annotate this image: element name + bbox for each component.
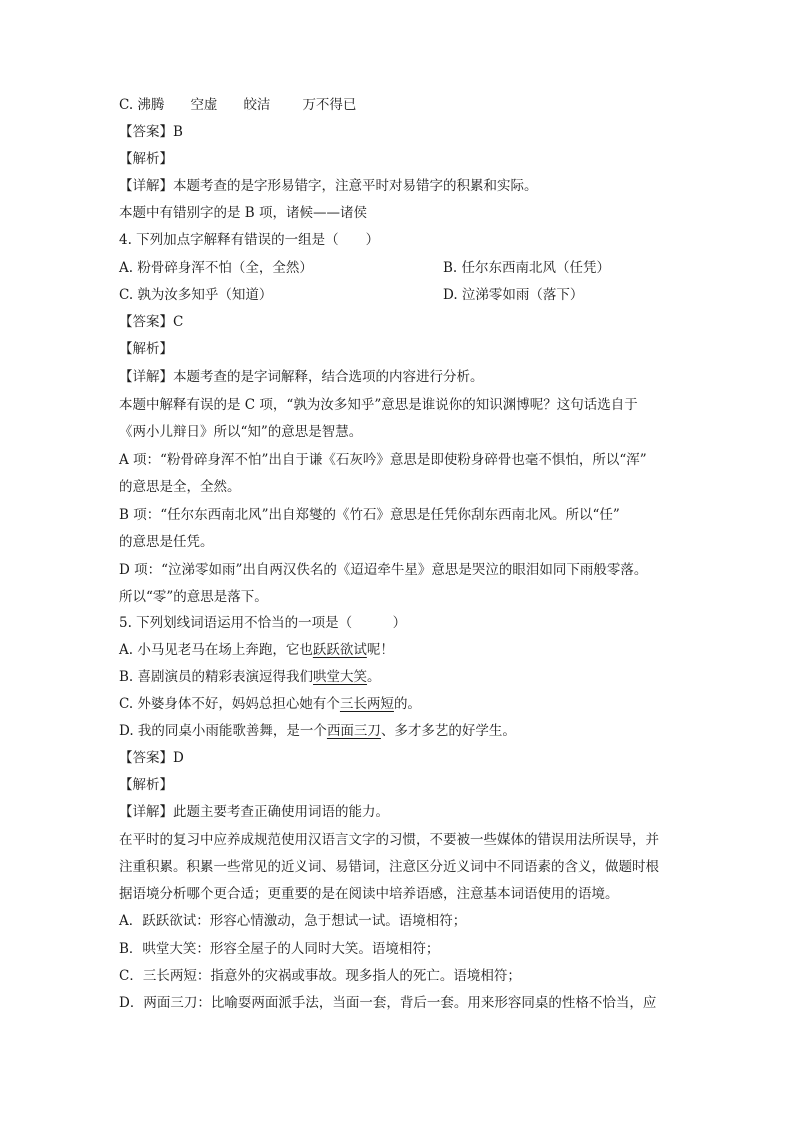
q3-option-c-word4: 万不得已 <box>302 97 357 113</box>
q4-detail: 【详解】本题考查的是字词解释，结合选项的内容进行分析。 <box>119 369 484 385</box>
q3-option-c-label: C. 沸腾 <box>119 97 165 113</box>
q5-option-d <box>119 722 516 740</box>
q5-option-c <box>119 695 421 713</box>
option-text: 、多才多艺的好学生。 <box>380 723 516 739</box>
option-text: B. 喜剧演员的精彩表演逗得我们 <box>119 669 314 685</box>
q5-explanation-c: C．三长两短：指意外的灾祸或事故。现多指人的死亡。语境相符； <box>119 968 521 984</box>
option-text: A. 小马见老马在场上奔跑，它也 <box>119 642 313 658</box>
underlined-phrase: 跃跃欲试 <box>312 642 367 658</box>
q3-explanation: 本题中有错别字的是 B 项，诸候——诸侯 <box>119 205 368 221</box>
q5-explanation-a: A．跃跃欲试：形容心情激动，急于想试一试。语境相符； <box>119 913 467 929</box>
option-text: 呢！ <box>366 642 394 658</box>
q3-detail: 【详解】本题考查的是字形易错字，注意平时对易错字的积累和实际。 <box>119 178 538 194</box>
q4-paragraph: B 项：“任尔东西南北风”出自郑燮的《竹石》意思是任凭你刮东西南北风。所以“任” <box>119 507 620 523</box>
q4-stem: 4. 下列加点字解释有错误的一组是（ ） <box>119 232 380 248</box>
q4-paragraph: 的意思是任凭。 <box>119 534 214 550</box>
q4-paragraph: D 项：“泣涕零如雨”出自两汉佚名的《迢迢牵牛星》意思是哭泣的眼泪如同下雨般零落。 <box>119 562 648 578</box>
q5-explanation-b: B．哄堂大笑：形容全屋子的人同时大笑。语境相符； <box>119 941 440 957</box>
q5-answer: 【答案】D <box>119 750 184 766</box>
underlined-phrase: 哄堂大笑 <box>313 669 368 685</box>
q5-analysis-heading: 【解析】 <box>119 777 173 793</box>
q4-option-b: B. 任尔东西南北风（任凭） <box>443 260 611 276</box>
q5-option-a <box>119 641 394 659</box>
q4-paragraph: 所以“零”的意思是落下。 <box>119 589 268 605</box>
q4-option-d: D. 泣涕零如雨（落下） <box>443 287 584 303</box>
q3-option-c-word3: 皎洁 <box>243 97 271 113</box>
q4-analysis-heading: 【解析】 <box>119 341 173 357</box>
q5-paragraph: 在平时的复习中应养成规范使用汉语言文字的习惯，不要被一些媒体的错误用法所误导，并 <box>119 832 659 848</box>
option-text: D. 我的同桌小雨能歌善舞，是一个 <box>119 723 327 739</box>
q3-analysis-heading: 【解析】 <box>119 151 173 167</box>
q5-paragraph: 注重积累。积累一些常见的近义词、易错词，注意区分近义词中不同语素的含义，做题时根 <box>119 859 659 875</box>
q5-stem: 5. 下列划线词语运用不恰当的一项是（ ） <box>119 615 407 631</box>
q3-answer: 【答案】B <box>119 124 183 140</box>
q5-paragraph: 据语境分析哪个更合适；更重要的是在阅读中培养语感，注意基本词语使用的语境。 <box>119 886 619 902</box>
q4-paragraph: 本题中解释有误的是 C 项，“孰为汝多知乎”意思是谁说你的知识渊博呢？这句话选自于 <box>119 397 638 413</box>
q4-paragraph: 《两小儿辩日》所以“知”的意思是智慧。 <box>119 424 363 440</box>
q4-paragraph: 的意思是全，全然。 <box>119 479 241 495</box>
q4-answer: 【答案】C <box>119 314 184 330</box>
q3-option-c-word2: 空虚 <box>190 97 218 113</box>
q3-option-c <box>119 96 356 114</box>
q5-option-b <box>119 668 381 686</box>
option-text: C. 外婆身体不好，妈妈总担心她有个 <box>119 696 340 712</box>
q4-option-c: C. 孰为汝多知乎（知道） <box>119 287 273 303</box>
q4-paragraph: A 项：“粉骨碎身浑不怕”出自于谦《石灰吟》意思是即使粉身碎骨也毫不惧怕，所以“浑” <box>119 452 647 468</box>
q5-detail: 【详解】此题主要考查正确使用词语的能力。 <box>119 804 389 820</box>
q5-explanation-d: D．两面三刀：比喻耍两面派手法，当面一套，背后一套。用来形容同桌的性格不恰当，应 <box>119 995 657 1011</box>
option-text: 。 <box>367 669 381 685</box>
q4-option-a: A. 粉骨碎身浑不怕（全，全然） <box>119 260 313 276</box>
underlined-phrase: 西面三刀 <box>326 723 381 739</box>
option-text: 的。 <box>393 696 421 712</box>
underlined-phrase: 三长两短 <box>339 696 394 712</box>
